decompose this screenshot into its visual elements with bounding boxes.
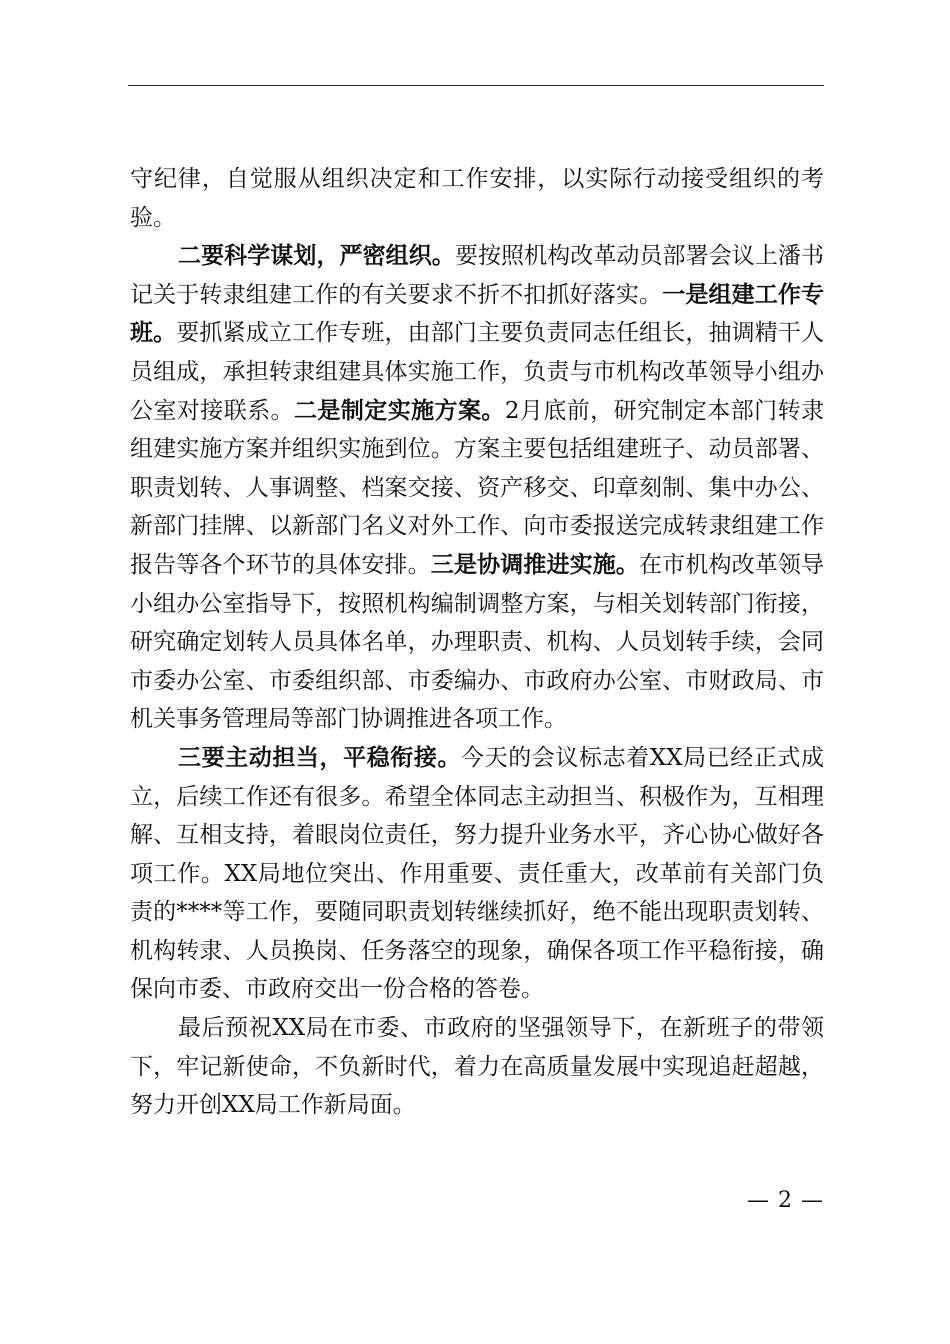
body-text: 要抓紧成立工作专班，由部门主要负责同志任组长，抽调精干人员组成，承担转隶组建具体实施工作，负责与市机构改革领导小组办公室对接联系。 [130,320,825,424]
paragraph-p3 [130,739,824,1009]
paragraph-p1 [130,160,824,237]
body-text: 今天的会议标志着XX局已经正式成立，后续工作还有很多。希望全体同志主动担当、积极作为，互相理解、互相支持，着眼岗位责任，努力提升业务水平，齐心协心做好各项工作。XX局地位突出、作用重要、责任重大，改革前有关部门负责的****等工作，要随同职责划转继续抓好，绝不能出现职责划转、机构转隶、人员换岗、任务落空的现象，确保各项工作平稳衔接，确保向市委、市政府交出一份合格的答卷。 [130,744,825,1003]
document-body [130,160,824,1125]
body-text: 在市机构改革领导小组办公室指导下，按照机构编制调整方案，与相关划转部门衔接，研究确定划转人员具体名单，办理职责、机构、人员划转手续，会同市委办公室、市委组织部、市委编办、市政府办公室、市财政局、市机关事务管理局等部门协调推进各项工作。 [130,551,825,733]
page-number: — 2 — [747,1188,824,1213]
body-text: 要按照机构改革动员部署会议上潘书记关于转隶组建工作的有关要求不折不扣抓好落实。 [130,243,825,308]
paragraph-p2 [130,237,824,739]
bold-heading-text: 一是组建工作专班。 [130,280,825,347]
body-text: 2月底前，研究制定本部门转隶组建实施方案并组织实施到位。方案主要包括组建班子、动员部署、职责划转、人事调整、档案交接、资产移交、印章刻制、集中办公、新部门挂牌、以新部门名义对外工作、向市委报送完成转隶组建工作报告等各个环节的具体安排。 [130,397,825,578]
bold-heading-text: 二是制定实施方案。 [293,396,505,424]
header-rule [128,85,824,86]
body-text: 最后预祝XX局在市委、市政府的坚强领导下，在新班子的带领下，牢记新使命，不负新时代，着力在高质量发展中实现追赶超越，努力开创XX局工作新局面。 [130,1015,824,1119]
bold-heading-text: 二要科学谋划，严密组织。 [178,242,455,270]
paragraph-p4 [130,1009,824,1125]
body-text: 守纪律，自觉服从组织决定和工作安排，以实际行动接受组织的考验。 [130,166,824,231]
bold-heading-text: 三是协调推进实施。 [430,550,640,578]
bold-heading-text: 三要主动担当，平稳衔接。 [178,743,462,771]
